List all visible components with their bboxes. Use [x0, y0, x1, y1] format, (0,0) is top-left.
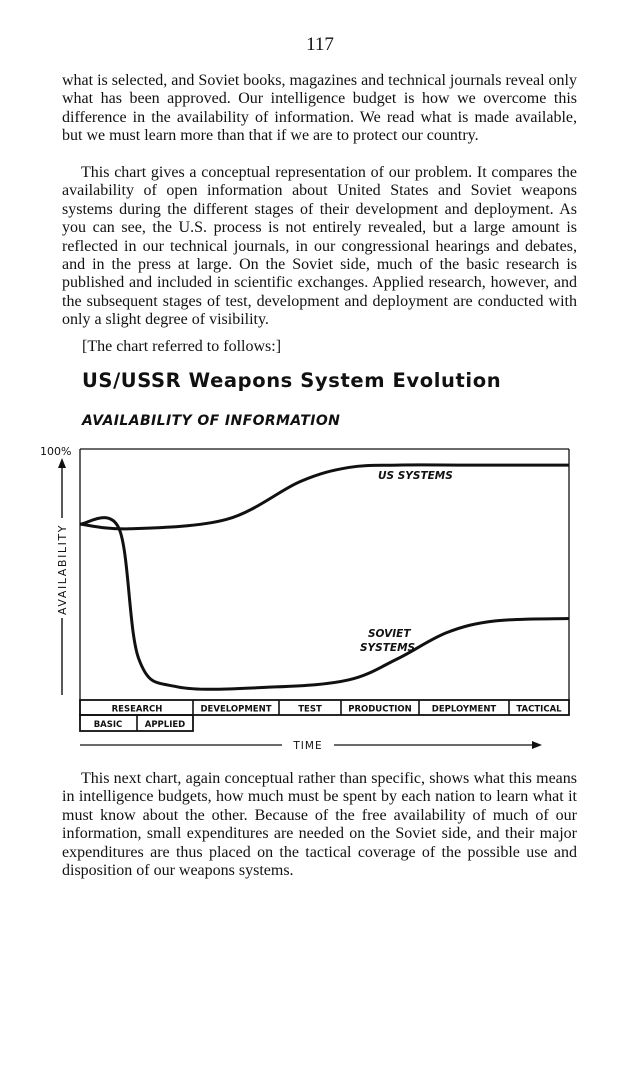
us-series-label: US SYSTEMS [378, 470, 453, 482]
y-axis-label: AVAILABILITY [56, 523, 69, 615]
chart-intro: [The chart referred to follows:] [82, 338, 282, 355]
y-tick-label: 100% [40, 445, 72, 458]
substage-label-applied: APPLIED [144, 720, 186, 730]
page-number: 117 [306, 34, 334, 55]
paragraph-4: This next chart, again conceptual rather than specific, shows what this means in intelligence budgets, how much must be spent by each nation to learn what it must know about the other. Because of the free availability of much of our information, small expenditures are needed on the Soviet side, and their major expenditures are thus placed on the tactical coverage of the possible use and disposition of our weapons systems. [62, 770, 577, 880]
y-axis-arrowhead [58, 458, 66, 468]
soviet-series-label-line1: SOVIET [368, 628, 411, 640]
time-axis-arrowhead [532, 741, 542, 749]
chart-title: US/USSR Weapons System Evolution [82, 369, 502, 392]
us-systems-line [80, 465, 569, 529]
soviet-series-label-line2: SYSTEMS [360, 642, 416, 654]
paragraph-1: what is selected, and Soviet books, magazines and technical journals reveal only what has been approved. Our intelligence budget is how we overcome this difference in the availability of information. We read what is made available, but we must learn more than that if we are to protect our country. [62, 72, 577, 145]
stage-label-production: PRODUCTION [348, 704, 412, 715]
stage-label-test: TEST [298, 704, 322, 715]
stage-label-development: DEVELOPMENT [200, 704, 272, 715]
soviet-systems-line [80, 518, 569, 690]
x-axis-label: TIME [293, 740, 323, 752]
paragraph-2: This chart gives a conceptual representation of our problem. It compares the availability of open information about United States and Soviet weapons systems during the different stages of their development and deployment. As you can see, the U.S. process is not entirely revealed, but a large amount is reflected in our technical journals, in our congressional hearings and debates, and in the press at large. On the Soviet side, much of the basic research is published and included in scientific exchanges. Applied research, however, and the subsequent stages of test, development and deployment are conducted with only a slight degree of visibility. [62, 164, 577, 329]
substage-label-basic: BASIC [93, 720, 123, 730]
stage-label-deployment: DEPLOYMENT [431, 704, 497, 715]
chart-subtitle: AVAILABILITY OF INFORMATION [82, 413, 341, 429]
stage-label-tactical: TACTICAL [516, 704, 562, 715]
stage-label-research: RESEARCH [111, 704, 163, 715]
